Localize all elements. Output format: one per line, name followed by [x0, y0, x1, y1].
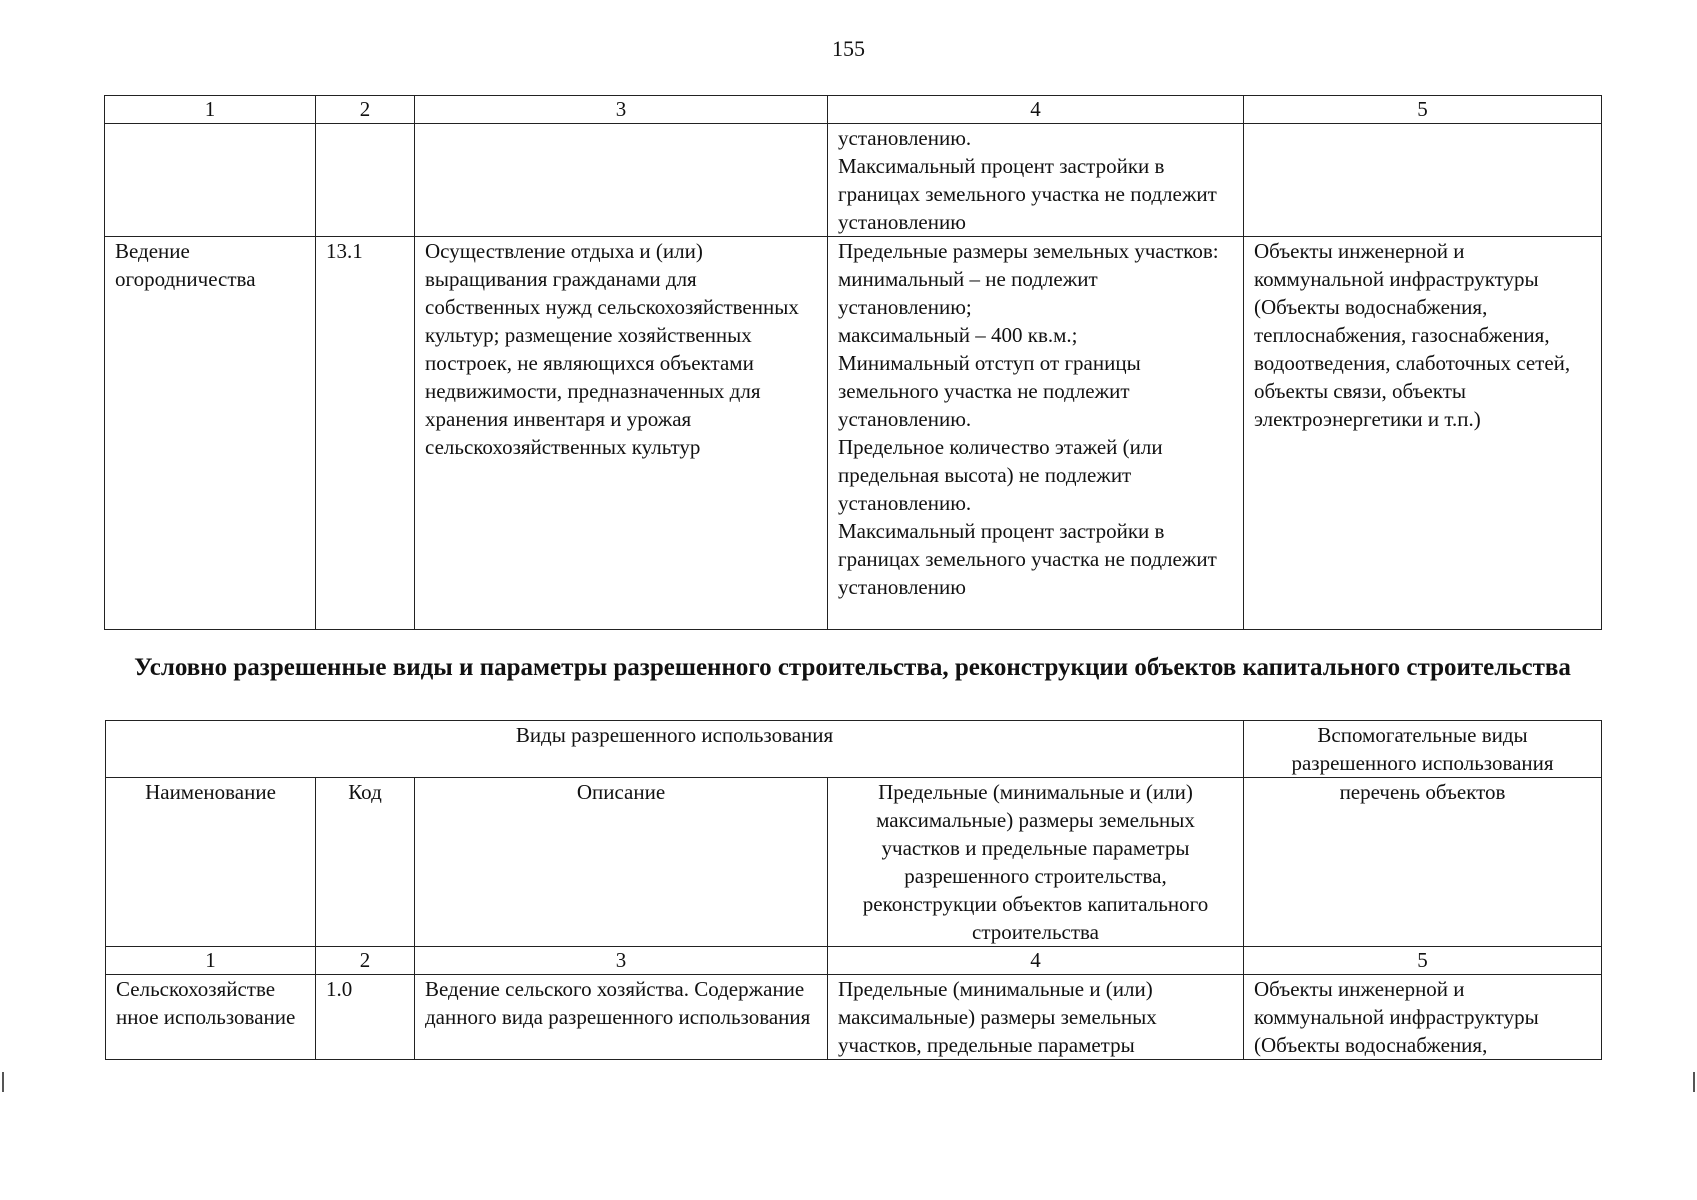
group-header-main: Виды разрешенного использования [106, 721, 1244, 778]
scan-edge-mark-right [1693, 1072, 1695, 1092]
column-number: 2 [316, 96, 415, 124]
parameters-cell: Предельные размеры земельных участков: минимальный – не подлежит установлению; максимальный – 400 кв.м.; Минимальный отступ от границы земельного участка не подлежит установлению. Предельное количество этажей (или предельная высота) не подлежит установлению. Максимальный процент застройки в границах земельного участка не подлежит установлению [828, 237, 1244, 630]
column-number: 3 [415, 96, 828, 124]
use-code-cell: 13.1 [316, 237, 415, 630]
use-description-cell: Осуществление отдыха и (или) выращивания гражданами для собственных нужд сельскохозяйственных культур; размещение хозяйственных построек, не являющихся объектами недвижимости, предназначенных для хранения инвентаря и урожая сельскохозяйственных культур [415, 237, 828, 630]
empty-cell [105, 124, 316, 237]
header-parameters: Предельные (минимальные и (или) максимальные) размеры земельных участков и предельные параметры разрешенного строительства, реконструкции объектов капитального строительства [828, 778, 1244, 947]
column-number: 3 [415, 947, 828, 975]
column-number: 1 [106, 947, 316, 975]
auxiliary-uses-cell: Объекты инженерной и коммунальной инфраструктуры (Объекты водоснабжения, теплоснабжения, газоснабжения, водоотведения, слаботочных сетей, объекты связи, объекты электроэнергетики и т.п.) [1244, 237, 1602, 630]
auxiliary-uses-cell: Объекты инженерной и коммунальной инфраструктуры (Объекты водоснабжения, [1244, 975, 1602, 1060]
column-header-row [106, 778, 1602, 947]
column-number: 4 [828, 947, 1244, 975]
use-name-cell: Ведение огородничества [105, 237, 316, 630]
group-header-row [106, 721, 1602, 778]
parameters-cell: Предельные (минимальные и (или) максимальные) размеры земельных участков, предельные параметры [828, 975, 1244, 1060]
header-name: Наименование [106, 778, 316, 947]
empty-cell [415, 124, 828, 237]
page-number: 155 [832, 36, 865, 61]
column-number-row [105, 96, 1602, 124]
use-description-cell: Ведение сельского хозяйства. Содержание данного вида разрешенного использования [415, 975, 828, 1060]
column-number: 5 [1244, 96, 1602, 124]
header-aux-list: перечень объектов [1244, 778, 1602, 947]
empty-cell [316, 124, 415, 237]
column-number: 5 [1244, 947, 1602, 975]
scan-edge-mark-left [2, 1072, 4, 1092]
table-row [106, 975, 1602, 1060]
column-number: 2 [316, 947, 415, 975]
use-name-cell: Сельскохозяйстве нное использование [106, 975, 316, 1060]
column-number: 4 [828, 96, 1244, 124]
section-title: Условно разрешенные виды и параметры разрешенного строительства, реконструкции объектов капитального строительства [134, 654, 1571, 681]
parameters-cell: установлению. Максимальный процент застройки в границах земельного участка не подлежит установлению [828, 124, 1244, 237]
header-code: Код [316, 778, 415, 947]
column-number: 1 [105, 96, 316, 124]
conditional-uses-table [105, 720, 1602, 1060]
group-header-aux: Вспомогательные виды разрешенного использования [1244, 721, 1602, 778]
column-number-row [106, 947, 1602, 975]
use-code-cell: 1.0 [316, 975, 415, 1060]
header-description: Описание [415, 778, 828, 947]
permitted-uses-table-continued [104, 95, 1602, 630]
continuation-row [105, 124, 1602, 237]
empty-cell [1244, 124, 1602, 237]
table-row [105, 237, 1602, 630]
